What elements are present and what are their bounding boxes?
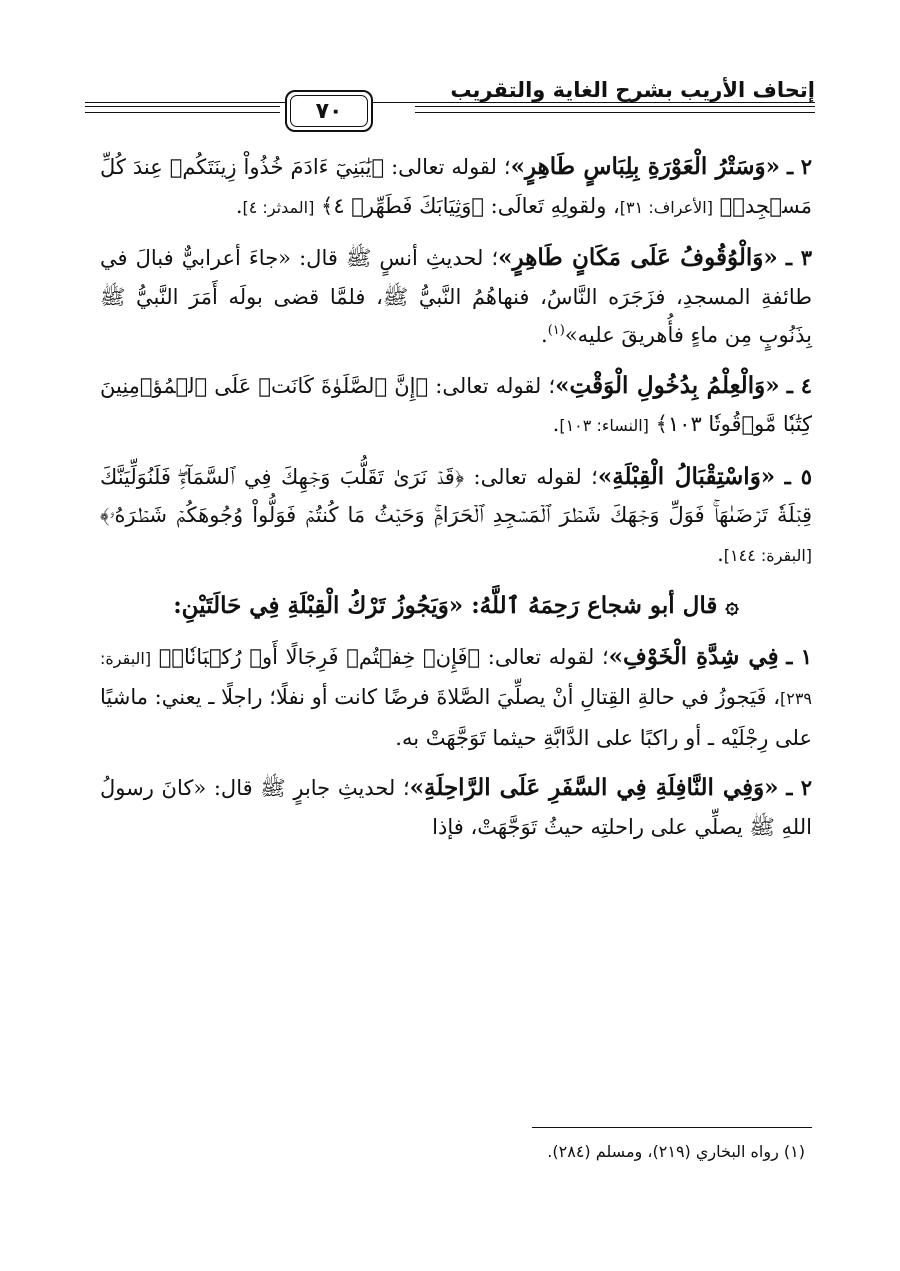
matn-heading: «وَالْوُقُوفُ عَلَى مَكَانٍ طَاهِرٍ» (498, 244, 778, 271)
intro-text: ؛ لقوله تعالى: (435, 373, 556, 398)
verse-reference: [البقرة: ٢٣٩] (100, 648, 812, 708)
item-number: ٢ ـ (786, 154, 812, 179)
quran-verse: ﴿قَدۡ نَرَىٰ تَقَلُّبَ وَجۡهِكَ فِي ٱلسَّمَآءِۖ فَلَنُوَلِّيَنَّكَ قِبۡلَةٗ تَرۡضَىٰهَاۚ فَوَلِّ وَجۡهَكَ شَطۡرَ ٱلۡمَسۡجِدِ ٱلۡحَرَامِۚ وَحَيۡثُ مَا كُنتُمۡ فَوَلُّواْ وُجُوهَكُمۡ شَطۡرَهُۥ﴾ (100, 464, 812, 527)
sentence-end: . (552, 412, 560, 436)
quran-verse: ﴿فَإِنۡ خِفۡتُمۡ فَرِجَالًا أَوۡ رُكۡبَانٗاۖ﴾ (158, 644, 481, 669)
paragraph-cover-awrah (100, 148, 812, 227)
sentence-end: . (235, 193, 243, 218)
verse-reference: [البقرة: ١٤٤] (723, 545, 812, 565)
matn-heading: «وَالْعِلْمُ بِدُخُولِ الْوَقْتِ» (555, 371, 780, 399)
quran-verse: ﴿وَثِيَابَكَ فَطَهِّرۡ ٤﴾ (321, 193, 484, 218)
paragraph-pure-place (100, 239, 812, 355)
header-double-rule-left (85, 106, 280, 113)
sentence-end: . (717, 541, 724, 566)
header-double-rule-right (415, 106, 815, 113)
paragraph-travel-case (100, 769, 812, 846)
intro-text: ؛ لقوله تعالى: (487, 644, 609, 669)
item-number: ٢ ـ (786, 775, 812, 800)
explanation-text: ، فَيَجوزُ في حالةِ القِتالِ أنْ يصلِّيَ الصَّلاةَ فرضًا كانت أو نفلًا؛ راجلًا ـ يعني: ماشيًا على رِجْلَيْه ـ أو راكبًا على الدَّابَّةِ حيثما تَوَجَّهَتْ به. (100, 685, 812, 750)
connector-text: ، ولقولِهِ تَعالَى: (490, 193, 620, 218)
section-heading: ۞ قال أبو شجاع رَحِمَهُ ٱللَّهُ: «وَيَجُوزُ تَرْكُ الْقِبْلَةِ فِي حَالَتَيْنِ: (173, 592, 739, 619)
footnote-separator (532, 1127, 812, 1128)
verse-reference: [النساء: ١٠٣] (559, 416, 649, 435)
matn-heading: «وَاسْتِقْبَالُ الْقِبْلَةِ» (597, 462, 776, 490)
paragraph-qibla (100, 458, 812, 576)
item-number: ١ ـ (786, 643, 812, 669)
page-header (85, 70, 815, 130)
quran-verse: ﴿يَٰبَنِيٓ ءَادَمَ خُذُواْ زِينَتَكُمۡ عِندَ كُلِّ مَسۡجِدٖ﴾ (100, 155, 812, 218)
hadith-text: ؛ لحديثِ أنسٍ ﷺ قال: «جاءَ أعرابيٌّ فبالَ في طائفةِ المسجدِ، فزَجَرَه النَّاسُ، فنهاهُمُ النَّبيُّ ﷺ، فلمَّا قضى بولَه أَمَرَ النَّبيُّ ﷺ بِذَنُوبٍ مِن ماءٍ فأُهريقَ عليه» (100, 246, 812, 347)
item-number: ٣ ـ (785, 245, 812, 270)
page-number: ٧٠ (290, 95, 368, 127)
book-title: إتحاف الأريب بشرح الغاية والتقريب (450, 78, 815, 102)
intro-text: ؛ لقوله تعالى: (473, 464, 598, 489)
page-body (100, 148, 812, 858)
page-number-frame (285, 90, 373, 132)
footnote-marker: (١) (547, 323, 565, 338)
header-rule (85, 102, 815, 103)
verse-reference: [الأعراف: ٣١] (619, 197, 713, 217)
matn-heading: فِي شِدَّةِ الْخَوْفِ» (608, 642, 779, 670)
sentence-end: . (541, 323, 548, 347)
matn-heading: «وَفِي النَّافِلَةِ فِي السَّفَرِ عَلَى الرَّاحِلَةِ» (409, 774, 779, 801)
paragraph-fear-case (100, 638, 812, 758)
paragraph-prayer-time (100, 367, 812, 446)
footnote: (١) رواه البخاري (٢١٩)، ومسلم (٢٨٤). (547, 1142, 805, 1161)
quran-verse: ﴿إِنَّ ٱلصَّلَوٰةَ كَانَتۡ عَلَى ٱلۡمُؤۡمِنِينَ كِتَٰبٗا مَّوۡقُوتٗا ١٠٣﴾ (100, 373, 812, 436)
verse-reference: [المدثر: ٤] (242, 197, 315, 217)
intro-text: ؛ لقوله تعالى: (391, 155, 511, 179)
item-number: ٥ ـ (784, 463, 812, 489)
item-number: ٤ ـ (786, 372, 812, 398)
hadith-text: ؛ لحديثِ جابرٍ ﷺ قال: «كانَ رسولُ اللهِ ﷺ يصلِّي على راحلتِه حيثُ تَوَجَّهَتْ، فإذا (100, 776, 812, 839)
matn-heading: «وَسَتْرُ الْعَوْرَةِ بِلِبَاسٍ طَاهِرٍ» (510, 153, 780, 180)
